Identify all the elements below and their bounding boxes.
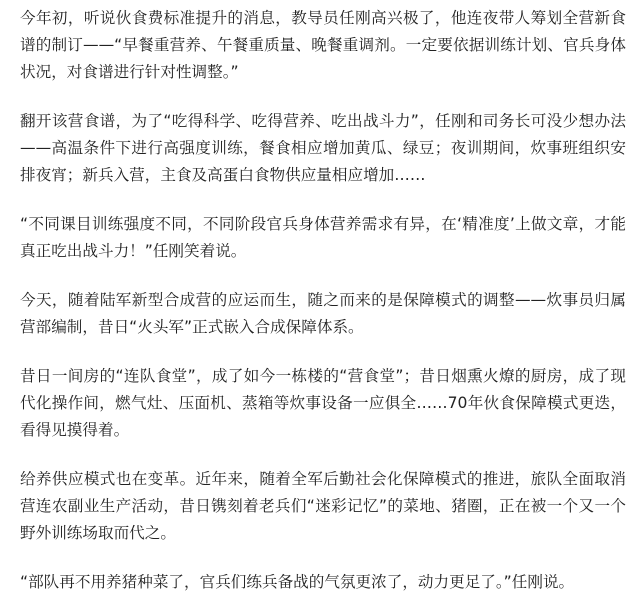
paragraph-6: 给养供应模式也在变革。近年来，随着全军后勤社会化保障模式的推进，旅队全面取消营连农副业生产活动，昔日镌刻着老兵们“迷彩记忆”的菜地、猪圈，正在被一个又一个野外训练场取而代之。 bbox=[20, 470, 626, 542]
paragraph-5: 昔日一间房的“连队食堂”，成了如今一栋楼的“营食堂”；昔日烟熏火燎的厨房，成了现代化操作间，燃气灶、压面机、蒸箱等炊事设备一应俱全……70年伙食保障模式更迭，看得见摸得着。 bbox=[20, 367, 626, 439]
paragraph-4: 今天，随着陆军新型合成营的应运而生，随之而来的是保障模式的调整——炊事员归属营部编制，昔日“火头军”正式嵌入合成保障体系。 bbox=[20, 291, 626, 336]
paragraph-1: 今年初，听说伙食费标准提升的消息，教导员任刚高兴极了，他连夜带人筹划全营新食谱的制订——“早餐重营养、午餐重质量、晚餐重调剂。一定要依据训练计划、官兵身体状况，对食谱进行针对性调整。” bbox=[20, 9, 626, 81]
paragraph-7: “部队再不用养猪种菜了，官兵们练兵备战的气氛更浓了，动力更足了。”任刚说。 bbox=[20, 573, 575, 591]
paragraph-3: “不同课目训练强度不同，不同阶段官兵身体营养需求有异，在‘精准度’上做文章，才能真正吃出战斗力！”任刚笑着说。 bbox=[20, 215, 626, 260]
paragraph-2: 翻开该营食谱，为了“吃得科学、吃得营养、吃出战斗力”，任刚和司务长可没少想办法——高温条件下进行高强度训练，餐食相应增加黄瓜、绿豆；夜训期间，炊事班组织安排夜宵；新兵入营，主食及高蛋白食物供应量相应增加…… bbox=[20, 112, 626, 184]
